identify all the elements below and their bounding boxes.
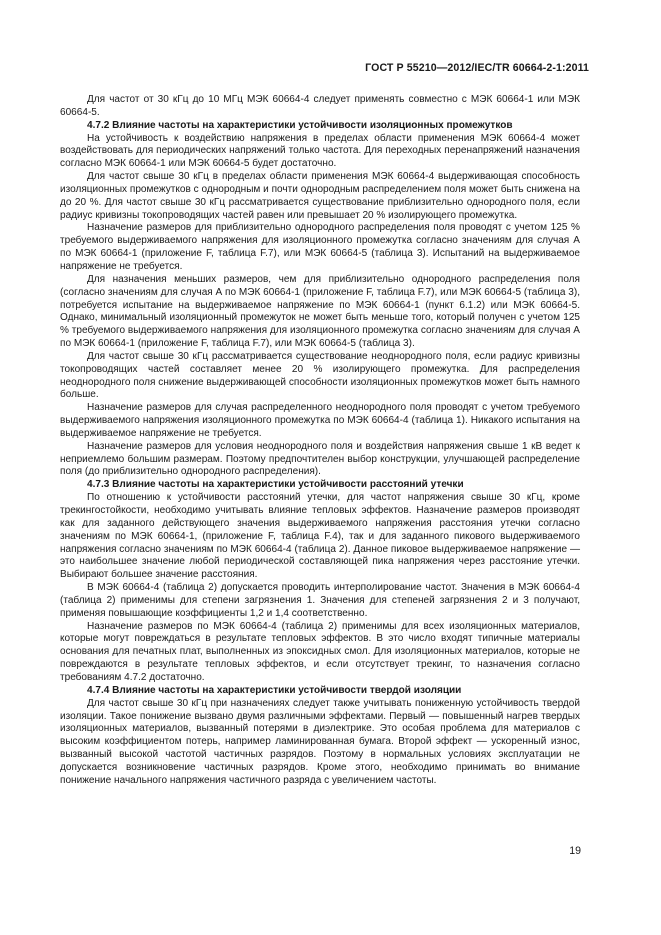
paragraph: Назначение размеров для приблизительно однородного распределения поля проводят с учетом 125 % требуемого выдерживаемого напряжения для изоляционного промежутка согласно значениям для случая А по МЭК 60664-1 (приложение F, таблица F.7), или МЭК 60664-5 (таблица 3). Испытаний на выдерживаемое напряжение не требуется. bbox=[60, 222, 580, 272]
paragraph: Для частот свыше 30 кГц в пределах области применения МЭК 60664-4 выдерживающая способность изоляционных промежутков с однородным и почти однородным распределением поля может быть снижена на до 20 %. Для частот свыше 30 кГц рассматривается существование приблизительно однородного поля, если радиус кривизны токопроводящих частей равен или превышает 20 % изолирующего промежутка. bbox=[60, 171, 580, 221]
paragraph: По отношению к устойчивости расстояний утечки, для частот напряжения свыше 30 кГц, кроме трекингостойкости, необходимо учитывать влияние тепловых эффектов. Назначение размеров производят как для заданного действующего значения выдерживаемого напряжения расстояния утечки согласно значениям по МЭК 60664-1, (приложение F, таблица F.4), так и для заданного пикового выдерживаемого напряжения согласно значениям по МЭК 60664-4 (таблица 2). Данное пиковое выдерживаемое напряжение — это наибольшее значение любой периодической составляющей пика напряжения через расстояние утечки. Выбирают большее значение расстояния. bbox=[60, 492, 580, 581]
paragraph: Для назначения меньших размеров, чем для приблизительно однородного распределения поля (согласно значениям для случая А по МЭК 60664-1 (приложение F, таблица F.7), или МЭК 60664-5 (таблица 3), потребуется испытание на выдерживаемое напряжение по МЭК 60664-1 (пункт 6.1.2) или МЭК 60664-5. Однако, минимальный изоляционный промежуток не может быть меньше того, который получен с учетом 125 % требуемого выдерживаемого напряжения для изоляционного промежутка согласно значениям для случая А по МЭК 60664-1 (приложение F, таблица F.7), или МЭК 60664-5 (таблица 3). bbox=[60, 273, 580, 350]
document-body bbox=[60, 94, 580, 788]
section-heading-4-7-2: 4.7.2 Влияние частоты на характеристики устойчивости изоляционных промежутков bbox=[87, 119, 513, 131]
section-heading-4-7-3: 4.7.3 Влияние частоты на характеристики устойчивости расстояний утечки bbox=[87, 479, 464, 491]
paragraph: Для частот свыше 30 кГц рассматривается существование неоднородного поля, если радиус кривизны токопроводящих частей составляет менее 20 % изолирующего промежутка. Для распределения неоднородного поля снижение выдерживающей способности изоляционных промежутков может быть намного больше. bbox=[60, 350, 580, 401]
document-header: ГОСТ Р 55210—2012/IEC/TR 60664-2-1:2011 bbox=[365, 62, 589, 74]
section-heading-4-7-4: 4.7.4 Влияние частоты на характеристики устойчивости твердой изоляции bbox=[87, 684, 462, 696]
page-number: 19 bbox=[569, 845, 581, 857]
paragraph: Назначение размеров для условия неоднородного поля и воздействия напряжения свыше 1 кВ ведет к неприемлемо большим размерам. Поэтому предпочтителен выбор конструкции, улучшающей распределение поля (до приблизительно однородного распределения). bbox=[60, 440, 580, 478]
paragraph: Для частот от 30 кГц до 10 МГц МЭК 60664-4 следует применять совместно с МЭК 60664-1 или МЭК 60664-5. bbox=[60, 94, 580, 118]
paragraph: Назначение размеров для случая распределенного неоднородного поля проводят с учетом требуемого выдерживаемого напряжения изоляционного промежутка по МЭК 60664-4 (таблица 1). Никакого испытания на выдерживаемое напряжение не требуется. bbox=[60, 402, 580, 439]
paragraph: В МЭК 60664-4 (таблица 2) допускается проводить интерполирование частот. Значения в МЭК 60664-4 (таблица 2) применимы для степени загрязнения 1. Значения для степеней загрязнения 2 и 3 получают, применяя повышающие коэффициенты 1,2 и 1,4 соответственно. bbox=[60, 582, 580, 619]
paragraph: Для частот свыше 30 кГц при назначениях следует также учитывать пониженную устойчивость твердой изоляции. Такое понижение вызвано двумя различными эффектами. Первый — повышенный нагрев твердых изоляционных материалов, вызванный потерями в диэлектрике. Это особая проблема для материалов с высоким коэффициентом потерь, например ламинированная бумага. Второй эффект — ускоренный износ, вызванный высокой частотой частичных разрядов. Поэтому в нормальных условиях эксплуатации не допускается возникновение частичных разрядов. Кроме этого, необходимо принимать во внимание понижение начального напряжения частичного разряда с увеличением частоты. bbox=[60, 697, 580, 786]
paragraph: На устойчивость к воздействию напряжения в пределах области применения МЭК 60664-4 может воздействовать для периодических напряжений только частота. Для переходных перенапряжений назначения согласно МЭК 60664-1 или МЭК 60664-5 будет достаточно. bbox=[60, 132, 580, 170]
paragraph: Назначение размеров по МЭК 60664-4 (таблица 2) применимы для всех изоляционных материалов, которые могут повреждаться в результате тепловых эффектов. В это число входят типичные материалы основания для печатных плат, выполненных из эпоксидных смол. Для изоляционных материалов, которые не повреждаются в результате тепловых эффектов, и если отсутствует трекинг, то назначения согласно требованиям 4.7.2 достаточно. bbox=[60, 620, 580, 683]
